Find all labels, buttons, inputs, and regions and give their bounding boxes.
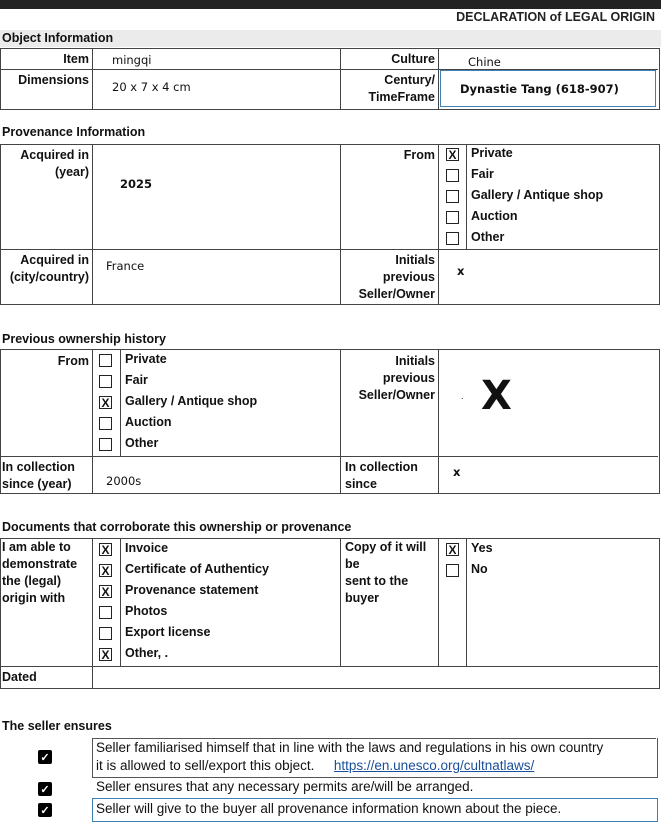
option-checkbox[interactable] [99, 417, 112, 430]
no-label: No [471, 562, 488, 576]
since-year-label-1: In collection [2, 460, 75, 474]
check-icon[interactable]: ✓ [38, 803, 52, 817]
ensure-line-2-text: it is allowed to sell/export this object. [96, 758, 315, 773]
able-label-1: I am able to [2, 540, 71, 554]
check-icon[interactable]: ✓ [38, 750, 52, 764]
acquired-year-field[interactable]: 2025 [120, 177, 153, 191]
history-initials-dot: . [461, 391, 464, 401]
provenance-col-divider-4 [466, 144, 467, 250]
option-checkbox[interactable]: X [99, 564, 112, 577]
option-label: Auction [125, 415, 172, 429]
dimensions-field[interactable]: 20 x 7 x 4 cm [112, 80, 191, 94]
century-field[interactable]: Dynastie Tang (618-907) [460, 82, 619, 96]
ensures-section-title: The seller ensures [2, 719, 112, 733]
option-label: Gallery / Antique shop [471, 188, 604, 202]
dimensions-label: Dimensions [18, 73, 89, 87]
provenance-col-divider-1 [92, 144, 93, 304]
ensures-block-1-top [92, 738, 656, 739]
option-label: Gallery / Antique shop [125, 394, 258, 408]
copy-label-4: buyer [345, 591, 380, 605]
document-title: DECLARATION of LEGAL ORIGIN [456, 10, 655, 24]
yes-label: Yes [471, 541, 493, 555]
able-label-3: the (legal) [2, 574, 62, 588]
option-checkbox[interactable] [99, 606, 112, 619]
option-checkbox[interactable] [446, 232, 459, 245]
able-label-4: origin with [2, 591, 66, 605]
documents-col-divider-1 [92, 538, 93, 688]
option-label: Certificate of Authenticy [125, 562, 270, 576]
acquired-year-label-1: Acquired in [20, 148, 89, 162]
history-from-label: From [57, 354, 89, 368]
acquired-city-label-1: Acquired in [20, 253, 89, 267]
option-label: Private [471, 146, 513, 160]
option-label: Invoice [125, 541, 169, 555]
provenance-col-divider-3 [438, 144, 439, 304]
since-year-label-2: since (year) [2, 477, 72, 491]
option-checkbox[interactable]: X [99, 648, 112, 661]
documents-section-title: Documents that corroborate this ownership or provenance [2, 520, 352, 534]
documents-col-divider-2 [120, 538, 121, 667]
dated-label: Dated [2, 670, 37, 684]
option-label: Other, . [125, 646, 169, 660]
history-col-divider-2 [120, 349, 121, 457]
option-checkbox[interactable] [99, 375, 112, 388]
item-label: Item [63, 52, 89, 66]
option-checkbox[interactable]: X [446, 148, 459, 161]
provenance-col-divider-2 [340, 144, 341, 304]
yes-checkbox[interactable]: X [446, 543, 459, 556]
acquired-city-field[interactable]: France [106, 259, 145, 273]
since-year-field[interactable]: 2000s [106, 474, 142, 488]
option-checkbox[interactable]: X [99, 396, 112, 409]
copy-label-1: Copy of it will [345, 540, 427, 554]
history-section-title: Previous ownership history [2, 332, 166, 346]
option-checkbox[interactable] [446, 211, 459, 224]
option-checkbox[interactable] [99, 627, 112, 640]
century-label-2: TimeFrame [368, 90, 435, 104]
option-checkbox[interactable] [446, 169, 459, 182]
item-field[interactable]: mingqi [112, 53, 152, 67]
acquired-city-label-2: (city/country) [9, 270, 89, 284]
history-col-divider-4 [438, 349, 439, 493]
since-label-2: since [345, 477, 377, 491]
option-label: Fair [471, 167, 494, 181]
dated-field[interactable] [93, 667, 657, 686]
option-checkbox[interactable]: X [99, 585, 112, 598]
history-initials-label-1: Initials [395, 354, 435, 368]
acquired-year-label-2: (year) [54, 165, 89, 179]
century-label-1: Century/ [384, 73, 435, 87]
object-col-divider-2 [340, 48, 341, 109]
since-field[interactable]: x [453, 465, 461, 479]
no-checkbox[interactable] [446, 564, 459, 577]
history-initials-label-3: Seller/Owner [358, 388, 435, 402]
documents-col-divider-3 [340, 538, 341, 667]
object-col-divider-3 [438, 48, 439, 109]
option-label: Other [125, 436, 159, 450]
documents-col-divider-4 [438, 538, 439, 667]
unesco-link[interactable]: https://en.unesco.org/cultnatlaws/ [333, 758, 535, 773]
object-col-divider-1 [92, 48, 93, 109]
option-label: Photos [125, 604, 168, 618]
option-checkbox[interactable]: X [99, 543, 112, 556]
history-col-divider-1 [92, 349, 93, 493]
since-label-1: In collection [345, 460, 418, 474]
top-bar [0, 0, 661, 9]
option-label: Private [125, 352, 167, 366]
initials-label-2: previous [382, 270, 435, 284]
culture-field[interactable]: Chine [468, 55, 501, 69]
able-label-2: demonstrate [2, 557, 78, 571]
initials-field[interactable]: x [457, 264, 465, 278]
ensure-line-2 [96, 758, 534, 773]
option-label: Fair [125, 373, 148, 387]
initials-label-1: Initials [395, 253, 435, 267]
option-label: Other [471, 230, 505, 244]
history-initials-field[interactable]: X [481, 373, 512, 419]
provenance-table [0, 144, 660, 305]
option-label: Auction [471, 209, 518, 223]
ensure-line-4: Seller will give to the buyer all provenance information known about the piece. [96, 801, 562, 816]
from-label: From [403, 148, 435, 162]
option-checkbox[interactable] [446, 190, 459, 203]
option-label: Export license [125, 625, 211, 639]
ensure-line-1: Seller familiarised himself that in line with the laws and regulations in his own country [96, 740, 604, 755]
history-row-divider [0, 456, 658, 457]
copy-label-2: be [345, 557, 360, 571]
provenance-row-divider [0, 249, 658, 250]
history-col-divider-3 [340, 349, 341, 493]
option-checkbox[interactable] [99, 354, 112, 367]
documents-col-divider-5 [466, 538, 467, 667]
ensure-line-3: Seller ensures that any necessary permits are/will be arranged. [96, 779, 474, 794]
option-label: Provenance statement [125, 583, 259, 597]
check-icon[interactable]: ✓ [38, 782, 52, 796]
provenance-section-title: Provenance Information [2, 125, 146, 139]
initials-label-3: Seller/Owner [358, 287, 435, 301]
object-section-title: Object Information [2, 31, 114, 45]
option-checkbox[interactable] [99, 438, 112, 451]
copy-label-3: sent to the [345, 574, 409, 588]
history-initials-label-2: previous [382, 371, 435, 385]
culture-label: Culture [391, 52, 435, 66]
